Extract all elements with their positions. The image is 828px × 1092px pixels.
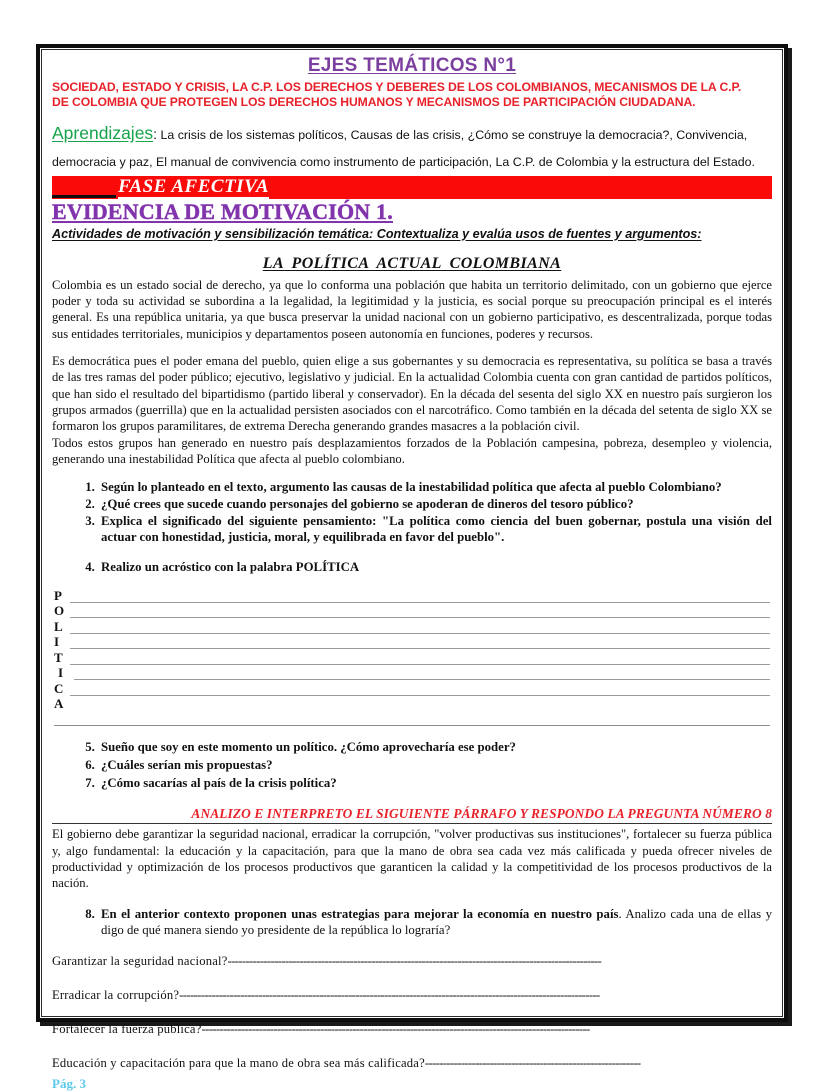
page-number-footer: Pág. 3 bbox=[52, 1075, 86, 1091]
acrostic-row[interactable] bbox=[54, 587, 770, 603]
strategy-row[interactable] bbox=[52, 1056, 772, 1071]
question-list-1-3 bbox=[52, 479, 772, 545]
document-page-frame bbox=[36, 44, 788, 1091]
acrostic-write-line[interactable] bbox=[70, 621, 770, 634]
learning-colon: : bbox=[153, 125, 158, 142]
question-item bbox=[98, 906, 772, 938]
phase-banner-underline bbox=[52, 195, 116, 198]
subtitle-line-1: SOCIEDAD, ESTADO Y CRISIS, LA C.P. LOS DERECHOS Y DEBERES DE LOS COLOMBIANOS, MECANISMOS DE LA C.P. bbox=[52, 79, 742, 94]
acrostic-write-line[interactable] bbox=[70, 699, 770, 711]
acrostic-letter: C bbox=[54, 680, 64, 696]
learning-label: Aprendizajes bbox=[52, 122, 154, 143]
analizo-paragraph: El gobierno debe garantizar la seguridad nacional, erradicar la corrupción, "volver productivas sus instituciones", fortalecer su fuerza pública y, algo fundamental: la educación y la capacitación, para que la mano de obra sea cada vez más calificada y pueda ofrecer niveles de productividad y optimización de los procesos productivos que garanticen la calidad y la competitividad de los procesos productivos de la nación. bbox=[52, 827, 772, 891]
analizo-heading: ANALIZO E INTERPRETO EL SIGUIENTE PÁRRAFO Y RESPONDO LA PREGUNTA NÚMERO 8 bbox=[191, 806, 772, 822]
question-item: 1. Según lo planteado en el texto, argumento las causas de la inestabilidad política que afecta al pueblo Colombiano? bbox=[98, 479, 772, 495]
strategy-dashes: ------------------------------------------------------------------------------------------------------------ bbox=[201, 1021, 590, 1036]
question-item: 2. ¿Qué crees que sucede cuando personajes del gobierno se apoderan de dineros del tesoro público? bbox=[98, 496, 772, 512]
strategy-row[interactable] bbox=[52, 954, 772, 969]
phase-banner-label: FASE AFECTIVA bbox=[118, 175, 270, 197]
strategy-dashes: -------------------------------------------------------------------------------------------------------- bbox=[227, 953, 602, 968]
body-paragraph: Es democrática pues el poder emana del pueblo, quien elige a sus gobernantes y su democracia es representativa, su política se basa a través de las tres ramas del poder público; ejecutivo, legislativo y judicial. En la actualidad Colombia cuenta con gran cantidad de partidos políticos, que han sido el resultado del bipartidismo (partido liberal y conservador). En la década del sesenta del siglo XX en nuestro país surgieron los grupos armados (guerrilla) que en la actualidad persisten asociados con el narcotráfico. Como también en la década del setenta de siglo XX se formaron los grupos paramilitares, de extrema Derecha generando grandes masacres a la población civil. bbox=[52, 354, 772, 434]
question-item: 4. Realizo un acróstico con la palabra POLÍTICA bbox=[98, 559, 772, 575]
phase-banner bbox=[52, 176, 772, 199]
acrostic-write-line[interactable] bbox=[70, 683, 770, 696]
subtitle-line-2: DE COLOMBIA QUE PROTEGEN LOS DERECHOS HUMANOS Y MECANISMOS DE PARTICIPACIÓN CIUDADANA. bbox=[52, 94, 696, 109]
acrostic-answer-area[interactable] bbox=[52, 587, 772, 726]
question-list-8 bbox=[52, 906, 772, 938]
strategy-label: Garantizar la seguridad nacional? bbox=[52, 953, 228, 968]
document-subtitle bbox=[52, 80, 772, 110]
acrostic-row[interactable] bbox=[54, 665, 770, 681]
strategy-dashes: --------------------------------------------------------------------------------------------------------------------- bbox=[179, 987, 600, 1002]
acrostic-row[interactable] bbox=[54, 634, 770, 650]
acrostic-row[interactable] bbox=[54, 603, 770, 619]
acrostic-write-line[interactable] bbox=[74, 667, 770, 680]
strategy-row[interactable] bbox=[52, 988, 772, 1003]
acrostic-final-line[interactable] bbox=[54, 724, 770, 726]
acrostic-letter: T bbox=[54, 649, 63, 665]
strategy-label: Erradicar la corrupción? bbox=[52, 987, 180, 1002]
section-heading: LA POLÍTICA ACTUAL COLOMBIANA bbox=[262, 254, 562, 272]
question-item: 3. Explica el significado del siguiente pensamiento: "La política como ciencia del buen gobernar, postula una visión del actuar con honestidad, justicia, moral, y equilibrada en favor del pueblo". bbox=[98, 513, 772, 545]
acrostic-letter: L bbox=[54, 618, 63, 634]
question-item: 5. Sueño que soy en este momento un político. ¿Cómo aprovecharía ese poder? bbox=[98, 739, 772, 755]
analizo-heading-block bbox=[52, 807, 772, 824]
learning-text: La crisis de los sistemas políticos, Causas de las crisis, ¿Cómo se construye la democracia?, Convivencia, democracia y paz, El manual de convivencia como instrumento de participación, La C.P. de Colombia y la estructura del Estado. bbox=[52, 127, 755, 169]
question-8-bold: En el anterior contexto proponen unas estrategias para mejorar la economía en nuestro país bbox=[101, 906, 619, 921]
acrostic-letter: I bbox=[54, 634, 60, 650]
acrostic-letter: I bbox=[58, 665, 64, 681]
acrostic-letter: A bbox=[54, 696, 64, 712]
acrostic-write-line[interactable] bbox=[70, 605, 770, 618]
page-title: EJES TEMÁTICOS N°1 bbox=[307, 55, 517, 76]
strategy-dashes: ------------------------------------------------------------ bbox=[424, 1055, 641, 1070]
activities-subheading: Actividades de motivación y sensibilización temática: Contextualiza y evalúa usos de fuentes y argumentos: bbox=[52, 226, 702, 241]
document-page bbox=[41, 49, 783, 1091]
question-item: 7. ¿Cómo sacarías al país de la crisis política? bbox=[98, 775, 772, 791]
body-paragraph: Todos estos grupos han generado en nuestro país desplazamientos forzados de la Población campesina, pobreza, desempleo y violencia, generando una inestabilidad Política que afecta al pueblo colombiano. bbox=[52, 435, 772, 467]
question-list-4 bbox=[52, 559, 772, 575]
acrostic-write-line[interactable] bbox=[70, 636, 770, 649]
question-8-rest: . Analizo cada una de ellas y digo de qué manera siendo yo presidente de la república lo lograría? bbox=[101, 906, 772, 937]
strategy-row[interactable] bbox=[52, 1022, 772, 1037]
learning-objectives bbox=[52, 116, 772, 174]
acrostic-write-line[interactable] bbox=[70, 590, 770, 603]
strategy-label: Educación y capacitación para que la mano de obra sea más calificada? bbox=[52, 1055, 425, 1070]
acrostic-letter: P bbox=[54, 587, 62, 603]
strategy-label: Fortalecer la fuerza pública? bbox=[52, 1021, 202, 1036]
acrostic-row[interactable] bbox=[54, 618, 770, 634]
acrostic-row[interactable] bbox=[54, 696, 770, 712]
acrostic-write-line[interactable] bbox=[70, 652, 770, 665]
acrostic-row[interactable] bbox=[54, 649, 770, 665]
question-list-5-7 bbox=[52, 739, 772, 791]
evidence-heading: EVIDENCIA DE MOTIVACIÓN 1. bbox=[52, 198, 393, 224]
question-item: 6. ¿Cuáles serían mis propuestas? bbox=[98, 757, 772, 773]
acrostic-letter: O bbox=[54, 603, 65, 619]
body-paragraph: Colombia es un estado social de derecho, ya que lo conforma una población que habita un territorio delimitado, con un gobierno que ejerce poder y toda su actividad se subordina a la legalidad, la legitimidad y la justicia, es social porque su preocupación principal es el interés general. Es una república unitaria, ya que busca preservar la unidad nacional con un gobierno participativo, es descentralizada, porque todas sus entidades territoriales, municipios y departamentos poseen autonomía en funciones, poderes y recursos. bbox=[52, 277, 772, 341]
strategy-answer-list bbox=[52, 954, 772, 1071]
question-4-block bbox=[52, 559, 772, 575]
acrostic-row[interactable] bbox=[54, 680, 770, 696]
